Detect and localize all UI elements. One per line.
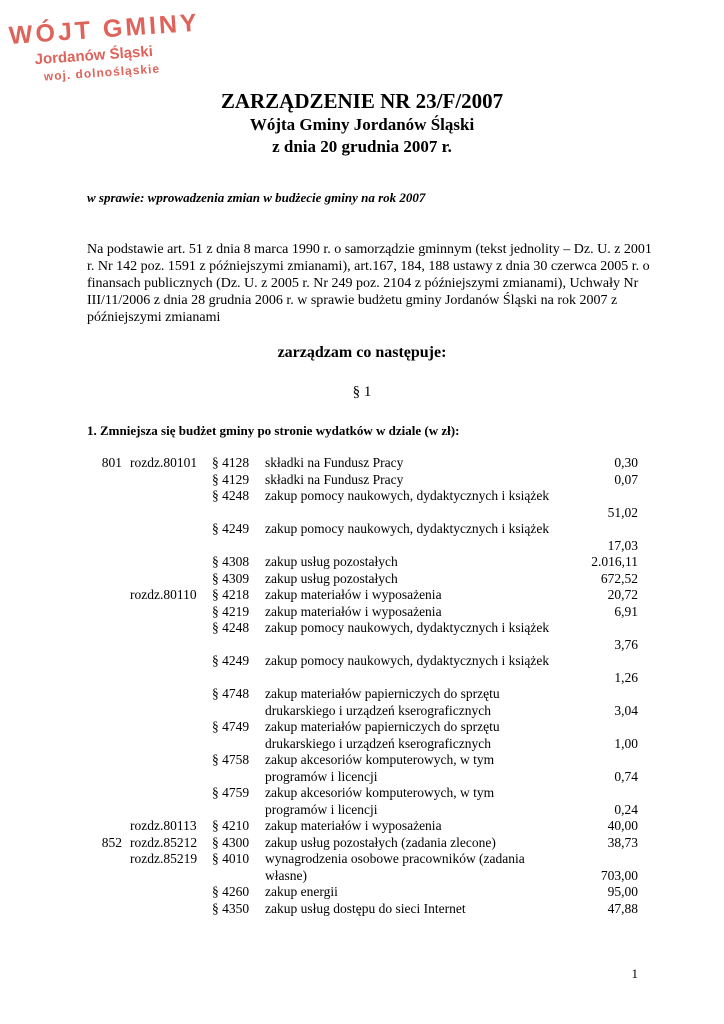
table-row [0,571,724,588]
table-row [0,901,724,918]
rozdzial-cell: rozdz.85219 [130,851,198,866]
amount-cell: 0,24 [614,801,638,817]
paragraph-cell: § 4129 [212,471,250,487]
paragraph-number: § 1 [352,384,372,400]
paragraph-cell: § 4249 [212,521,250,536]
description-cell: zakup usług dostępu do sieci Internet [265,900,466,916]
description-cell: składki na Fundusz Pracy [265,455,404,470]
description-cell: zakup energii [265,884,338,899]
table-row [0,455,724,472]
amount-cell: 51,02 [607,504,638,520]
page-number: 1 [631,966,638,981]
table-row [0,620,724,653]
paragraph-cell: § 4748 [212,686,250,701]
paragraph-cell: § 4128 [212,455,250,470]
table-row [0,785,724,818]
document-date: z dnia 20 grudnia 2007 r. [272,137,452,156]
amount-cell: 6,91 [614,603,638,619]
rozdzial-cell: rozdz.85212 [130,834,198,850]
paragraph-cell: § 4759 [212,785,250,800]
paragraph-cell: § 4248 [212,488,250,503]
paragraph-cell: § 4758 [212,752,250,767]
table-row [0,488,724,521]
paragraph-cell: § 4249 [212,653,250,668]
table-row [0,835,724,852]
table-row [0,719,724,752]
paragraph-cell: § 4218 [212,587,250,602]
document-header [0,88,724,158]
paragraph-cell: § 4308 [212,554,250,569]
table-row [0,604,724,621]
stamp-line-1: WÓJT GMINY [8,8,201,50]
description-cell: zakup pomocy naukowych, dydaktycznych i książek [265,488,550,503]
document-issuer: Wójta Gminy Jordanów Śląski [249,115,475,134]
rozdzial-cell: rozdz.80101 [130,455,198,470]
amount-cell: 703,00 [600,867,638,883]
description-cell: zakup pomocy naukowych, dydaktycznych i książek [265,521,550,536]
amount-cell: 3,76 [614,636,638,652]
amount-cell: 0,30 [614,455,638,470]
paragraph-cell: § 4210 [212,818,250,833]
budget-table [0,455,724,917]
paragraph-cell: § 4260 [212,884,250,899]
amount-cell: 0,74 [614,768,638,784]
description-cell: zakup materiałów papierniczych do sprzętu drukarskiego i urządzeń kserograficznych [265,719,500,751]
paragraph-cell: § 4300 [212,834,250,850]
document-subject: w sprawie: wprowadzenia zmian w budżecie gminy na rok 2007 [87,190,426,205]
table-row [0,472,724,489]
amount-cell: 95,00 [607,884,638,899]
amount-cell: 0,07 [614,471,638,487]
paragraph-cell: § 4219 [212,603,250,619]
description-cell: zakup materiałów papierniczych do sprzętu drukarskiego i urządzeń kserograficznych [265,686,500,718]
table-row [0,818,724,835]
dzial-cell: 801 [101,455,122,470]
description-cell: zakup pomocy naukowych, dydaktycznych i książek [265,653,550,668]
amount-cell: 40,00 [607,818,638,833]
paragraph-cell: § 4350 [212,900,250,916]
rozdzial-cell: rozdz.80110 [130,587,197,602]
description-cell: zakup materiałów i wyposażenia [265,587,442,602]
table-row [0,653,724,686]
table-row [0,884,724,901]
point-heading: 1. Zmniejsza się budżet gminy po stronie wydatków w dziale (w zł): [87,423,460,438]
amount-cell: 1,00 [614,735,638,751]
description-cell: zakup usług pozostałych (zadania zlecone) [265,834,496,850]
amount-cell: 17,03 [607,537,638,553]
document-title: ZARZĄDZENIE NR 23/F/2007 [220,89,504,113]
table-row [0,752,724,785]
description-cell: zakup akcesoriów komputerowych, w tym programów i licencji [265,785,495,817]
dzial-cell: 852 [101,834,122,850]
rozdzial-cell: rozdz.80113 [130,818,197,833]
table-row [0,851,724,884]
description-cell: zakup usług pozostałych [265,554,398,569]
table-row [0,587,724,604]
paragraph-cell: § 4010 [212,851,250,866]
amount-cell: 47,88 [607,900,638,916]
description-cell: składki na Fundusz Pracy [265,471,404,487]
stamp-line-3: woj. dolnośląskie [43,61,161,84]
description-cell: zakup usług pozostałych [265,570,398,586]
amount-cell: 672,52 [600,570,638,586]
table-row [0,554,724,571]
description-cell: wynagrodzenia osobowe pracowników (zadania własne) [265,851,525,883]
description-cell: zakup pomocy naukowych, dydaktycznych i książek [265,620,550,635]
amount-cell: 20,72 [607,587,638,602]
description-cell: zakup materiałów i wyposażenia [265,818,442,833]
paragraph-cell: § 4309 [212,570,250,586]
table-row [0,521,724,554]
paragraph-cell: § 4248 [212,620,250,635]
description-cell: zakup akcesoriów komputerowych, w tym programów i licencji [265,752,495,784]
table-row [0,686,724,719]
amount-cell: 2.016,11 [591,554,638,569]
legal-basis: Na podstawie art. 51 z dnia 8 marca 1990 r. o samorządzie gminnym (tekst jednolity – Dz. U. z 2001 r. Nr 142 poz. 1591 z późniejszymi zmianami), art.167, 184, 188 ustawy z dnia 30 czerwca 2005 r. o finansach publicznych (Dz. U. z 2005 r. Nr 249 poz. 2104 z późniejszymi zmianami), Uchwały Nr III/11/2006 z dnia 28 grudnia 2006 r. w sprawie budżetu gminy Jordanów Śląski na rok 2007 z późniejszymi zmianami [87,242,652,325]
paragraph-cell: § 4749 [212,719,250,734]
stamp-line-2: Jordanów Śląski [34,42,154,69]
amount-cell: 38,73 [607,834,638,850]
decree-statement: zarządzam co następuje: [277,344,447,361]
amount-cell: 1,26 [614,669,638,685]
amount-cell: 3,04 [614,702,638,718]
description-cell: zakup materiałów i wyposażenia [265,603,442,619]
